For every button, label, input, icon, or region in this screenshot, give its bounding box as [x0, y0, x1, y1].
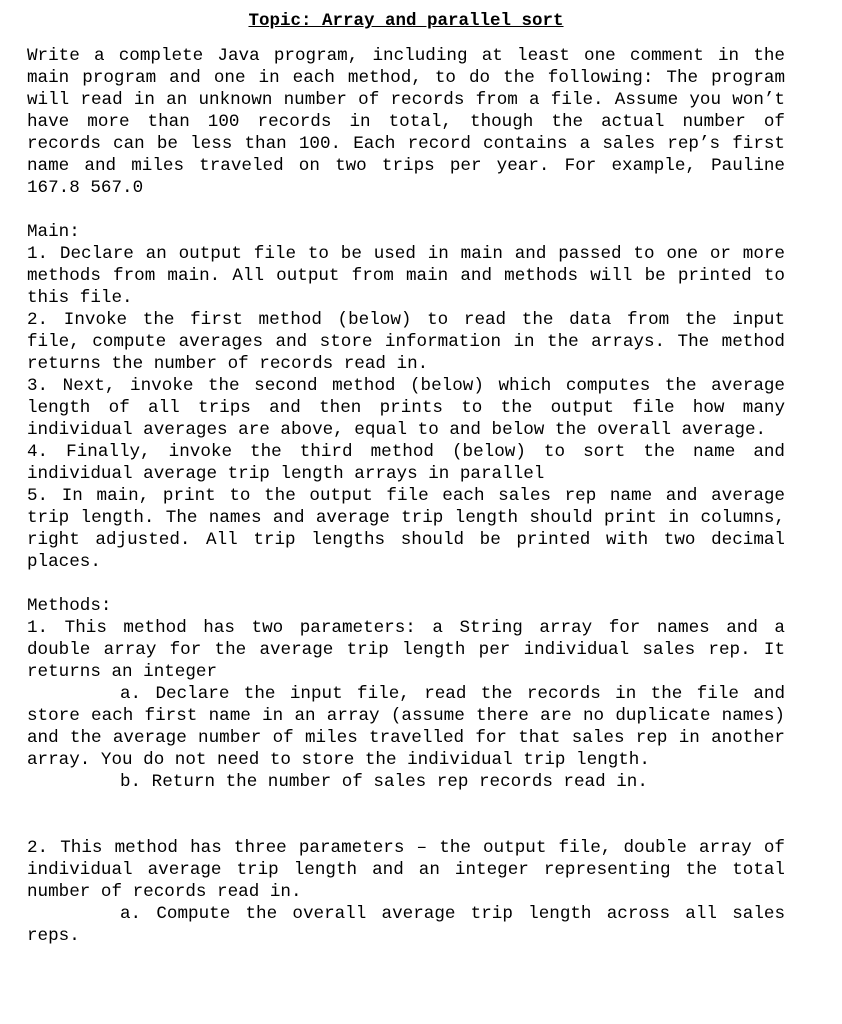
main-item-1: 1. Declare an output file to be used in main and passed to one or more methods from main. All output from main and methods will be printed to this file. — [27, 244, 785, 308]
method-1-step-b: b. Return the number of sales rep records read in. — [120, 772, 648, 792]
intro-paragraph: Write a complete Java program, including at least one comment in the main program and one in each method, to do the following: The program will read in an unknown number of records from a file. Assume you won’t have more than 100 records in total, though the actual number of records can be less than 100. Each record contains a sales rep’s first name and miles traveled on two trips per year. For example, Pauline 167.8 567.0 — [27, 46, 785, 198]
main-item-4: 4. Finally, invoke the third method (below) to sort the name and individual average trip length arrays in parallel — [27, 442, 785, 484]
main-heading: Main: — [27, 222, 80, 242]
methods-heading: Methods: — [27, 596, 112, 616]
page-title: Topic: Array and parallel sort — [248, 11, 564, 31]
method-2-step-a: a. Compute the overall average trip length across all sales reps. — [27, 904, 785, 946]
method-2-description: 2. This method has three parameters – the output file, double array of individual average trip length and an integer representing the total number of records read in. — [27, 838, 785, 902]
document-body — [27, 45, 785, 947]
method-1-description: 1. This method has two parameters: a String array for names and a double array for the average trip length per individual sales rep. It returns an integer — [27, 618, 785, 682]
main-item-5: 5. In main, print to the output file each sales rep name and average trip length. The names and average trip length should print in columns, right adjusted. All trip lengths should be printed with two decimal places. — [27, 486, 785, 572]
main-item-3: 3. Next, invoke the second method (below) which computes the average length of all trips and then prints to the output file how many individual averages are above, equal to and below the overall average. — [27, 376, 785, 440]
main-item-2: 2. Invoke the first method (below) to read the data from the input file, compute averages and store information in the arrays. The method returns the number of records read in. — [27, 310, 785, 374]
method-1-step-a: a. Declare the input file, read the records in the file and store each first name in an array (assume there are no duplicate names) and the average number of miles travelled for that sales rep in another array. You do not need to store the individual trip length. — [27, 684, 785, 770]
